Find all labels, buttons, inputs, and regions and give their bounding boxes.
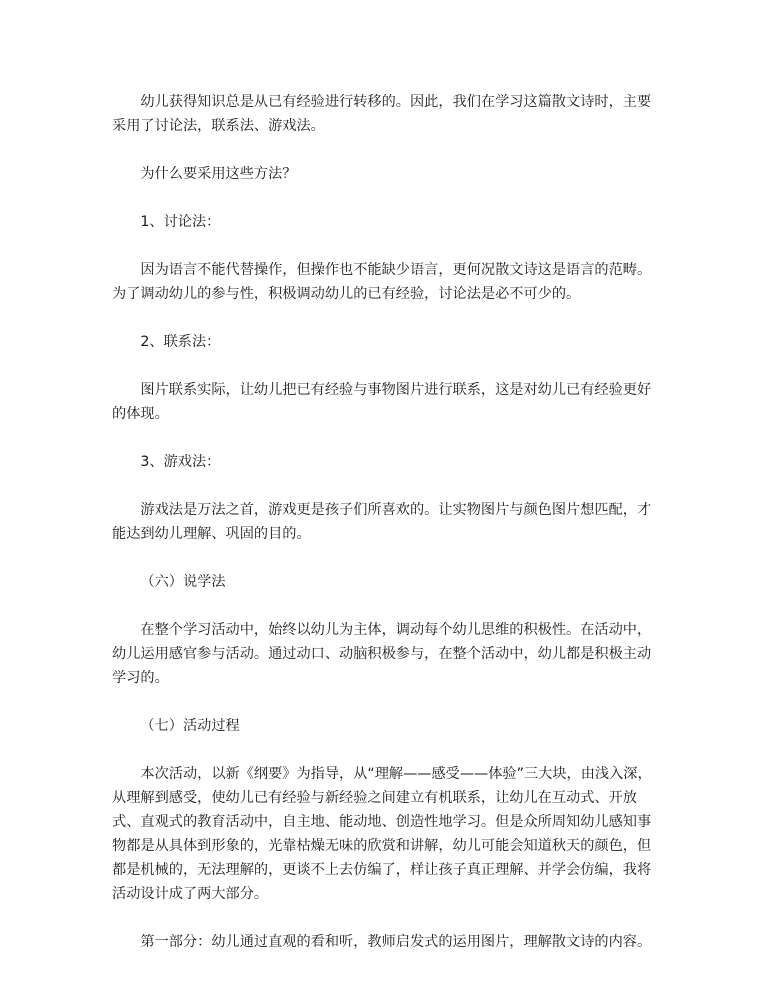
paragraph-part-one: 第一部分：幼儿通过直观的看和听，教师启发式的运用图片，理解散文诗的内容。 bbox=[140, 934, 652, 950]
paragraph-intro: 幼儿获得知识总是从已有经验进行转移的。因此，我们在学习这篇散文诗时，主要采用了讨论法，联系法、游戏法。 bbox=[112, 94, 652, 134]
document-page bbox=[112, 90, 660, 978]
paragraph-game-method: 游戏法是万法之首，游戏更是孩子们所喜欢的。让实物图片与颜色图片想匹配，才能达到幼儿理解、巩固的目的。 bbox=[112, 502, 652, 542]
heading-discussion-method: 1、讨论法： bbox=[140, 214, 221, 230]
paragraph-question: 为什么要采用这些方法？ bbox=[140, 166, 297, 182]
heading-learning-method: （六）说学法 bbox=[140, 574, 226, 590]
heading-activity-process: （七）活动过程 bbox=[140, 718, 240, 734]
paragraph-learning-method: 在整个学习活动中，始终以幼儿为主体，调动每个幼儿思维的积极性。在活动中，幼儿运用感官参与活动。通过动口、动脑积极参与，在整个活动中，幼儿都是积极主动学习的。 bbox=[112, 622, 652, 686]
heading-connection-method: 2、联系法： bbox=[140, 334, 221, 350]
paragraph-connection-method: 图片联系实际，让幼儿把已有经验与事物图片进行联系，这是对幼儿已有经验更好的体现。 bbox=[112, 382, 652, 422]
heading-game-method: 3、游戏法： bbox=[140, 454, 221, 470]
paragraph-activity-process: 本次活动，以新《纲要》为指导，从“理解——感受——体验”三大块，由浅入深，从理解到感受，使幼儿已有经验与新经验之间建立有机联系，让幼儿在互动式、开放式、直观式的教育活动中，自主地、能动地、创造性地学习。但是众所周知幼儿感知事物都是从具体到形象的，光靠枯燥无味的欣赏和讲解，幼儿可能会知道秋天的颜色，但都是机械的，无法理解的，更谈不上去仿编了，样让孩子真正理解、并学会仿编，我将活动设计成了两大部分。 bbox=[112, 766, 652, 902]
paragraph-discussion-method: 因为语言不能代替操作，但操作也不能缺少语言，更何况散文诗这是语言的范畴。为了调动幼儿的参与性，积极调动幼儿的已有经验，讨论法是必不可少的。 bbox=[112, 262, 652, 302]
